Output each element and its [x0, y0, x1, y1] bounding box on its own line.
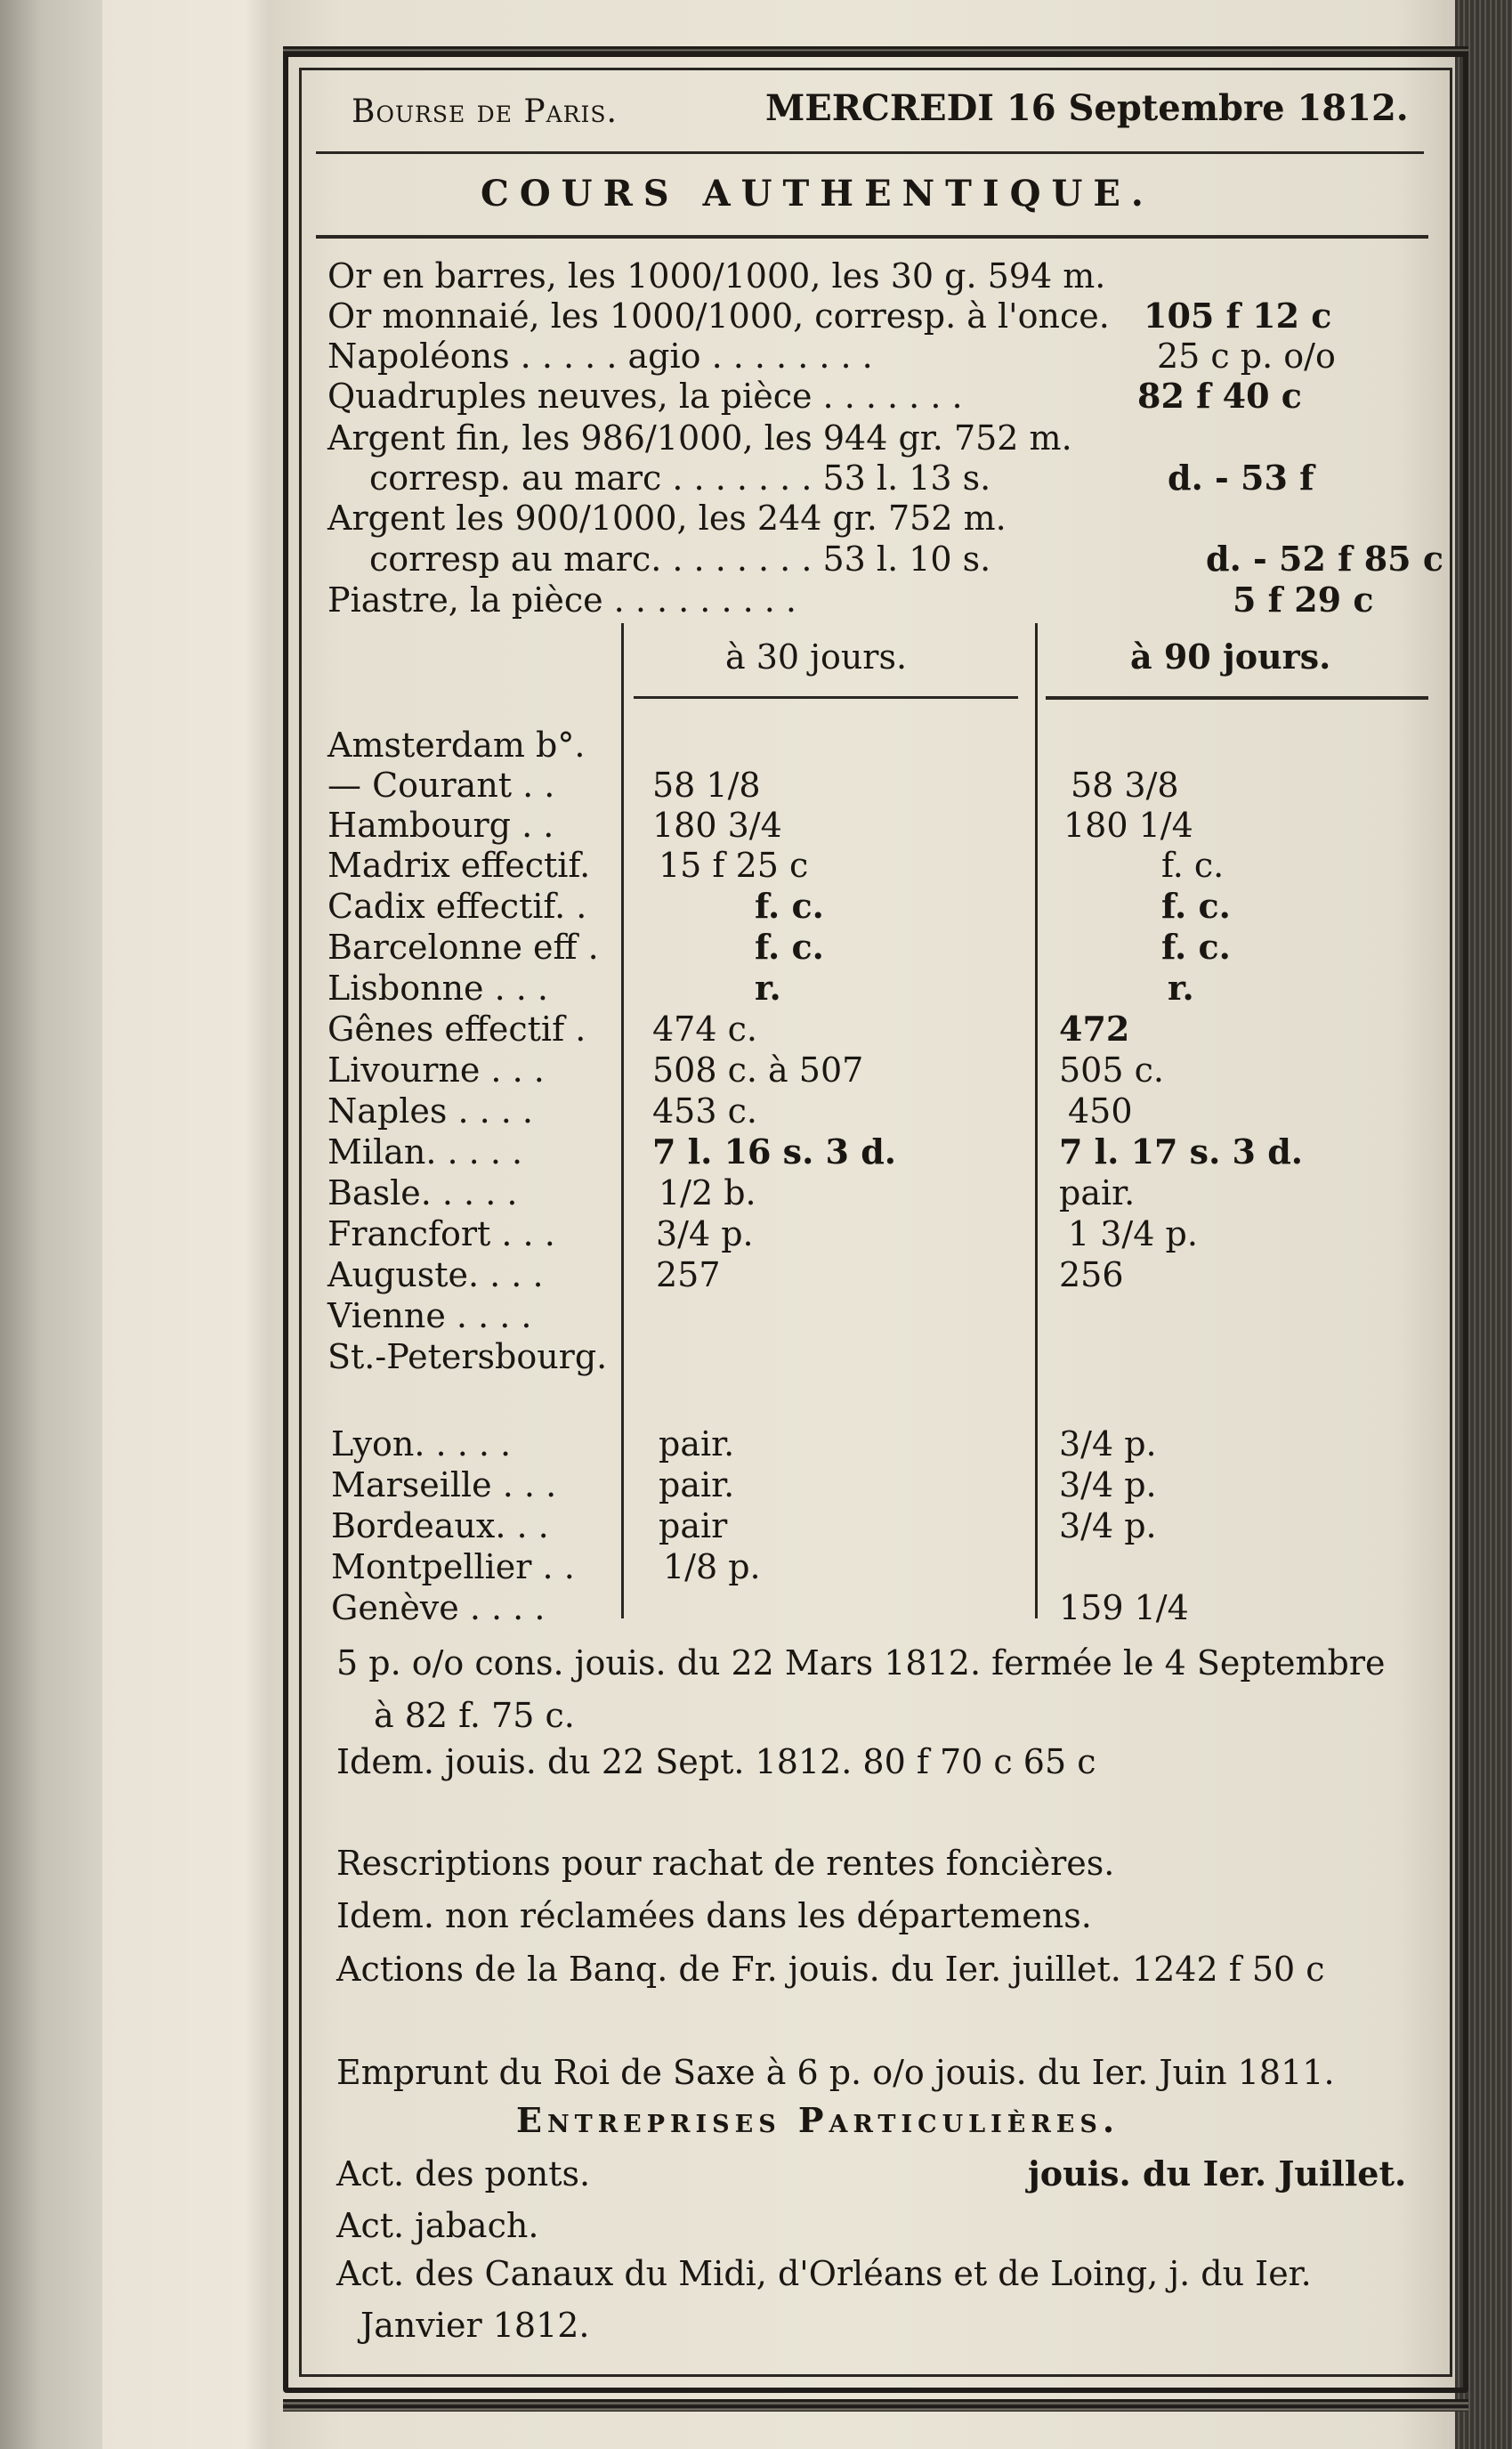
facing-leaf	[102, 0, 280, 2449]
subtitle-rule	[316, 235, 1428, 239]
column-divider-2	[1035, 623, 1038, 1618]
header-rule-30	[634, 696, 1018, 699]
value-30: f. c.	[755, 886, 824, 926]
metal-value-2: 105 f 12 c	[1144, 296, 1332, 336]
place-label: Francfort . . .	[327, 1214, 555, 1253]
fund-line: Emprunt du Roi de Saxe à 6 p. o/o jouis. du Ier. Juin 1811.	[336, 2053, 1335, 2092]
entreprise-line: Janvier 1812.	[360, 2306, 590, 2345]
value-30: f. c.	[755, 927, 824, 967]
value-90: 3/4 p.	[1059, 1465, 1157, 1504]
metal-line-7: Argent les 900/1000, les 244 gr. 752 m.	[327, 499, 1007, 538]
value-90: 3/4 p.	[1059, 1506, 1157, 1545]
value-30: pair	[659, 1506, 728, 1545]
fund-line: Idem. non réclamées dans les départemens.	[336, 1896, 1092, 1935]
place-label: Bordeaux. . .	[331, 1506, 549, 1545]
place-label: Hambourg . .	[327, 806, 554, 845]
value-30: 1/8 p.	[663, 1547, 761, 1586]
metal-line-4: Quadruples neuves, la pièce . . . . . . .	[327, 377, 963, 416]
value-90: 7 l. 17 s. 3 d.	[1059, 1131, 1303, 1172]
value-30: 1/2 b.	[659, 1173, 756, 1212]
header-date: MERCREDI 16 Septembre 1812.	[765, 87, 1409, 129]
metal-line-5: Argent fin, les 986/1000, les 944 gr. 752 m.	[327, 418, 1072, 458]
value-30: pair.	[659, 1424, 735, 1464]
value-30: 15 f 25 c	[659, 846, 809, 885]
metal-value-8: d. - 52 f 85 c	[1206, 539, 1443, 579]
value-30: 7 l. 16 s. 3 d.	[652, 1131, 896, 1172]
header-rule	[316, 151, 1424, 154]
metal-line-3: Napoléons . . . . . agio . . . . . . . .	[327, 337, 873, 376]
value-90: f. c.	[1161, 846, 1225, 885]
metal-value-6: d. - 53 f	[1168, 458, 1314, 498]
header-rule-90	[1046, 696, 1428, 700]
value-30: 58 1/8	[652, 766, 761, 805]
place-label: Gênes effectif .	[327, 1010, 586, 1049]
value-30: pair.	[659, 1465, 735, 1504]
metal-value-4: 82 f 40 c	[1137, 376, 1302, 416]
entreprise-line: Act. des ponts.	[336, 2154, 591, 2194]
header-90-jours: à 90 jours.	[1130, 637, 1331, 677]
value-90: r.	[1168, 968, 1194, 1008]
place-label: Cadix effectif. .	[327, 887, 587, 926]
value-30: 474 c.	[652, 1010, 757, 1049]
place-label: St.-Petersbourg.	[327, 1337, 608, 1376]
value-90: 3/4 p.	[1059, 1424, 1157, 1464]
metal-value-3: 25 c p. o/o	[1157, 337, 1336, 376]
fund-line: Idem. jouis. du 22 Sept. 1812. 80 f 70 c 65 c	[336, 1742, 1096, 1781]
fund-line: Actions de la Banq. de Fr. jouis. du Ier. juillet. 1242 f 50 c	[336, 1950, 1325, 1989]
place-label: Vienne . . . .	[327, 1296, 532, 1335]
column-divider-1	[621, 623, 624, 1618]
place-label: Madrix effectif.	[327, 846, 591, 885]
subtitle: COURS AUTHENTIQUE.	[481, 173, 1154, 215]
place-label: Genève . . . .	[331, 1588, 546, 1627]
value-90: 505 c.	[1059, 1050, 1164, 1090]
entreprise-line: Act. des Canaux du Midi, d'Orléans et de Loing, j. du Ier.	[336, 2254, 1312, 2293]
value-90: 472	[1059, 1009, 1130, 1049]
value-90: 256	[1059, 1255, 1124, 1294]
value-30: 508 c. à 507	[652, 1050, 864, 1090]
entreprise-line-right: jouis. du Ier. Juillet.	[1028, 2153, 1407, 2194]
header-30-jours: à 30 jours.	[725, 637, 908, 677]
fund-line: 5 p. o/o cons. jouis. du 22 Mars 1812. fermée le 4 Septembre	[336, 1643, 1386, 1683]
value-30: 3/4 p.	[656, 1214, 754, 1253]
place-label: Milan. . . . .	[327, 1132, 523, 1172]
fund-line: à 82 f. 75 c.	[374, 1696, 575, 1735]
fund-line: Rescriptions pour rachat de rentes foncières.	[336, 1844, 1115, 1883]
place-label: — Courant . .	[327, 766, 555, 805]
value-90: f. c.	[1161, 886, 1231, 926]
place-label: Marseille . . .	[331, 1465, 557, 1504]
metal-line-2: Or monnaié, les 1000/1000, corresp. à l'once.	[327, 296, 1110, 336]
place-label: Livourne . . .	[327, 1050, 545, 1090]
place-label: Barcelonne eff .	[327, 928, 599, 967]
value-90: pair.	[1059, 1173, 1136, 1212]
value-90: 58 3/8	[1071, 766, 1179, 805]
value-30: 180 3/4	[652, 806, 782, 845]
place-label: Auguste. . . .	[327, 1255, 544, 1294]
book-gutter	[0, 0, 102, 2449]
value-30: 257	[656, 1255, 721, 1294]
value-90: 1 3/4 p.	[1068, 1214, 1198, 1253]
place-label: Amsterdam b°.	[327, 726, 586, 765]
entreprises-title: Entreprises Particulières.	[516, 2100, 1120, 2140]
metal-line-9: Piastre, la pièce . . . . . . . . .	[327, 580, 797, 620]
bottom-border-rule	[283, 2399, 1468, 2412]
place-label: Basle. . . . .	[327, 1173, 518, 1212]
metal-line-1: Or en barres, les 1000/1000, les 30 g. 594 m.	[327, 256, 1106, 296]
value-30: r.	[755, 968, 781, 1008]
place-label: Montpellier . .	[331, 1547, 575, 1586]
place-label: Lyon. . . . .	[331, 1424, 512, 1464]
value-90: 450	[1068, 1091, 1133, 1131]
value-30: 453 c.	[652, 1091, 757, 1131]
place-label: Lisbonne . . .	[327, 969, 549, 1008]
entreprise-line: Act. jabach.	[336, 2206, 539, 2245]
metal-value-9: 5 f 29 c	[1233, 580, 1374, 620]
metal-line-8: corresp au marc. . . . . . . . 53 l. 10 s.	[369, 539, 991, 579]
metal-line-6: corresp. au marc . . . . . . . 53 l. 13 s.	[369, 458, 991, 498]
value-90: 180 1/4	[1063, 806, 1193, 845]
header-left: Bourse de Paris.	[352, 93, 618, 130]
value-90: 159 1/4	[1059, 1588, 1189, 1627]
value-90: f. c.	[1161, 927, 1231, 967]
place-label: Naples . . . .	[327, 1091, 534, 1131]
